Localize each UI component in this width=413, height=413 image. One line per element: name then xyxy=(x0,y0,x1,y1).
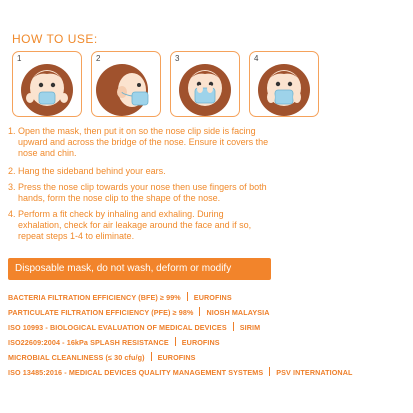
step-3-illustration xyxy=(170,51,240,117)
panel-number: 3 xyxy=(175,54,180,63)
page-title: HOW TO USE: xyxy=(12,32,98,46)
girl-fit-check-illustration xyxy=(250,52,318,116)
certification-issuer: EUROFINS xyxy=(193,293,232,302)
certification-row xyxy=(8,292,232,302)
divider xyxy=(187,292,188,301)
certification-row xyxy=(8,337,220,347)
warning-banner: Disposable mask, do not wash, deform or modify xyxy=(8,258,271,280)
girl-pressing-nose-clip-illustration xyxy=(171,52,239,116)
step-text-line: Press the nose clip towards your nose then use fingers of both xyxy=(18,182,267,192)
certification-issuer: EUROFINS xyxy=(157,353,196,362)
certification-row xyxy=(8,307,270,317)
step-number: 1. xyxy=(8,126,16,136)
certification-label: ISO 10993 - BIOLOGICAL EVALUATION OF MEDICAL DEVICES xyxy=(8,323,227,332)
certification-issuer: SIRIM xyxy=(239,323,261,332)
step-1-illustration xyxy=(12,51,82,117)
panel-number: 1 xyxy=(17,54,22,63)
certification-label: PARTICULATE FILTRATION EFFICIENCY (PFE) ≥ 98% xyxy=(8,308,194,317)
certification-issuer: PSV INTERNATIONAL xyxy=(276,368,353,377)
certification-issuer: NIOSH MALAYSIA xyxy=(206,308,270,317)
step-number: 4. xyxy=(8,209,16,219)
divider xyxy=(269,367,270,376)
step-2-illustration xyxy=(91,51,161,117)
step-text-line: nose and chin. xyxy=(18,148,77,158)
step-4-illustration xyxy=(249,51,319,117)
certification-label: BACTERIA FILTRATION EFFICIENCY (BFE) ≥ 99% xyxy=(8,293,181,302)
step-text-line: Perform a fit check by inhaling and exhaling. During xyxy=(18,209,224,219)
certification-row xyxy=(8,367,353,377)
certification-label: ISO 13485:2016 - MEDICAL DEVICES QUALITY MANAGEMENT SYSTEMS xyxy=(8,368,264,377)
step-text-line: upward and across the bridge of the nose. Ensure it covers the xyxy=(18,137,269,147)
step-text-line: hands, form the nose clip to the shape of the nose. xyxy=(18,193,221,203)
divider xyxy=(233,322,234,331)
girl-side-profile-illustration xyxy=(92,52,160,116)
step-text-line: Open the mask, then put it on so the nose clip side is facing xyxy=(18,126,256,136)
certification-label: ISO22609:2004 - 16kPa SPLASH RESISTANCE xyxy=(8,338,169,347)
certification-row xyxy=(8,322,260,332)
step-text-line: Hang the sideband behind your ears. xyxy=(18,166,166,176)
certification-row xyxy=(8,352,196,362)
certification-issuer: EUROFINS xyxy=(181,338,220,347)
step-number: 3. xyxy=(8,182,16,192)
step-number: 2. xyxy=(8,166,16,176)
divider xyxy=(175,337,176,346)
certification-label: MICROBIAL CLEANLINESS (≤ 30 cfu/g) xyxy=(8,353,145,362)
illustration-panels xyxy=(12,51,318,117)
panel-number: 4 xyxy=(254,54,259,63)
step-text-line: exhalation, check for air leakage around the face and if so, xyxy=(18,220,252,230)
divider xyxy=(151,352,152,361)
divider xyxy=(199,307,200,316)
panel-number: 2 xyxy=(96,54,101,63)
girl-holding-mask-illustration xyxy=(13,52,81,116)
step-text-line: repeat steps 1-4 to eliminate. xyxy=(18,231,135,241)
